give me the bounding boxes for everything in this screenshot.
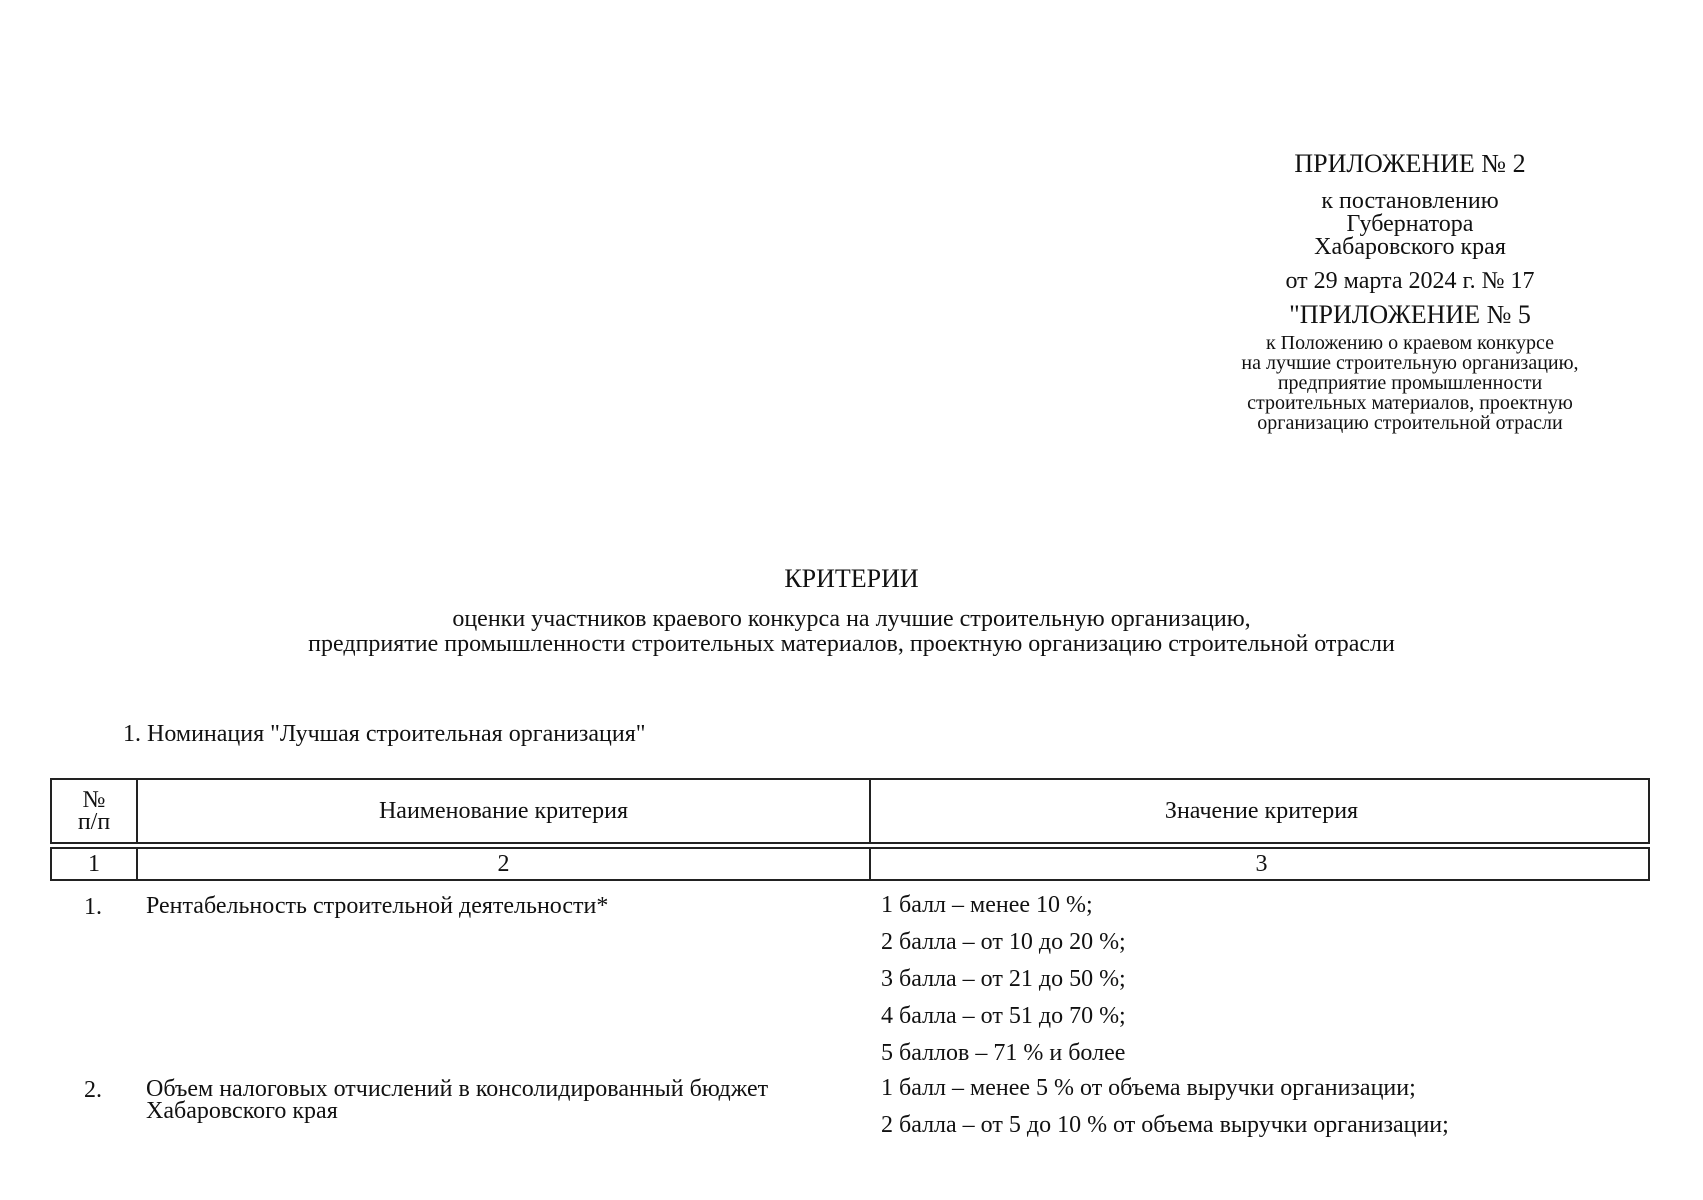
- column-number-1: 1: [52, 849, 138, 879]
- column-number-2: 2: [138, 849, 871, 879]
- header-number: [52, 780, 138, 842]
- appendix-line-3: Хабаровского края: [1314, 234, 1506, 260]
- appendix-block: [1180, 150, 1640, 433]
- header-criterion-value: Значение критерия: [1164, 798, 1359, 824]
- row-values: [869, 891, 1650, 1076]
- appendix-small-line-1: к Положению о краевом конкурсе: [1265, 332, 1555, 354]
- column-number-3: 3: [1255, 851, 1268, 877]
- appendix-line-1: к постановлению: [1321, 188, 1499, 214]
- heading-subtitle-line-1: оценки участников краевого конкурса на лучшие строительную организацию,: [452, 606, 1251, 632]
- appendix-small-line-5: организацию строительной отрасли: [1257, 412, 1563, 434]
- row-number: 2.: [84, 1077, 102, 1103]
- header-number-line-1: №: [82, 787, 106, 813]
- appendix-small-line-3: предприятие промышленности: [1277, 372, 1543, 394]
- appendix-title-2: "ПРИЛОЖЕНИЕ № 5: [1289, 300, 1531, 329]
- row-criterion-name: Рентабельность строительной деятельности*: [146, 893, 609, 919]
- row-value: 4 балла – от 51 до 70 %;: [881, 1003, 1126, 1029]
- table-row: [50, 1074, 1650, 1148]
- criteria-heading: [0, 565, 1703, 657]
- appendix-small-line-2: на лучшие строительную организацию,: [1241, 352, 1579, 374]
- row-value: 1 балл – менее 10 %;: [881, 892, 1093, 918]
- row-number: 1.: [84, 894, 102, 920]
- heading-title: КРИТЕРИИ: [784, 564, 919, 593]
- table-column-numbers: [50, 847, 1650, 881]
- appendix-line-2: Губернатора: [1346, 211, 1474, 237]
- appendix-title: ПРИЛОЖЕНИЕ № 2: [1294, 149, 1526, 178]
- table-header: [50, 778, 1650, 844]
- appendix-date: от 29 марта 2024 г. № 17: [1285, 268, 1535, 294]
- row-values: [869, 1074, 1650, 1148]
- row-value: 1 балл – менее 5 % от объема выручки организации;: [881, 1075, 1416, 1101]
- row-criterion-name: Объем налоговых отчислений в консолидированный бюджет Хабаровского края: [146, 1076, 769, 1124]
- criteria-table: [50, 778, 1650, 1148]
- row-value: 5 баллов – 71 % и более: [881, 1040, 1126, 1066]
- heading-subtitle-line-2: предприятие промышленности строительных материалов, проектную организацию строительной отрасли: [308, 631, 1395, 657]
- header-criterion-name: Наименование критерия: [138, 780, 871, 842]
- header-number-line-2: п/п: [77, 809, 111, 835]
- row-value: 3 балла – от 21 до 50 %;: [881, 966, 1126, 992]
- row-value: 2 балла – от 10 до 20 %;: [881, 929, 1126, 955]
- appendix-small-line-4: строительных материалов, проектную: [1247, 392, 1573, 414]
- table-row: [50, 891, 1650, 1076]
- row-value: 2 балла – от 5 до 10 % от объема выручки организации;: [881, 1112, 1449, 1138]
- nomination-title: 1. Номинация "Лучшая строительная организация": [123, 721, 646, 747]
